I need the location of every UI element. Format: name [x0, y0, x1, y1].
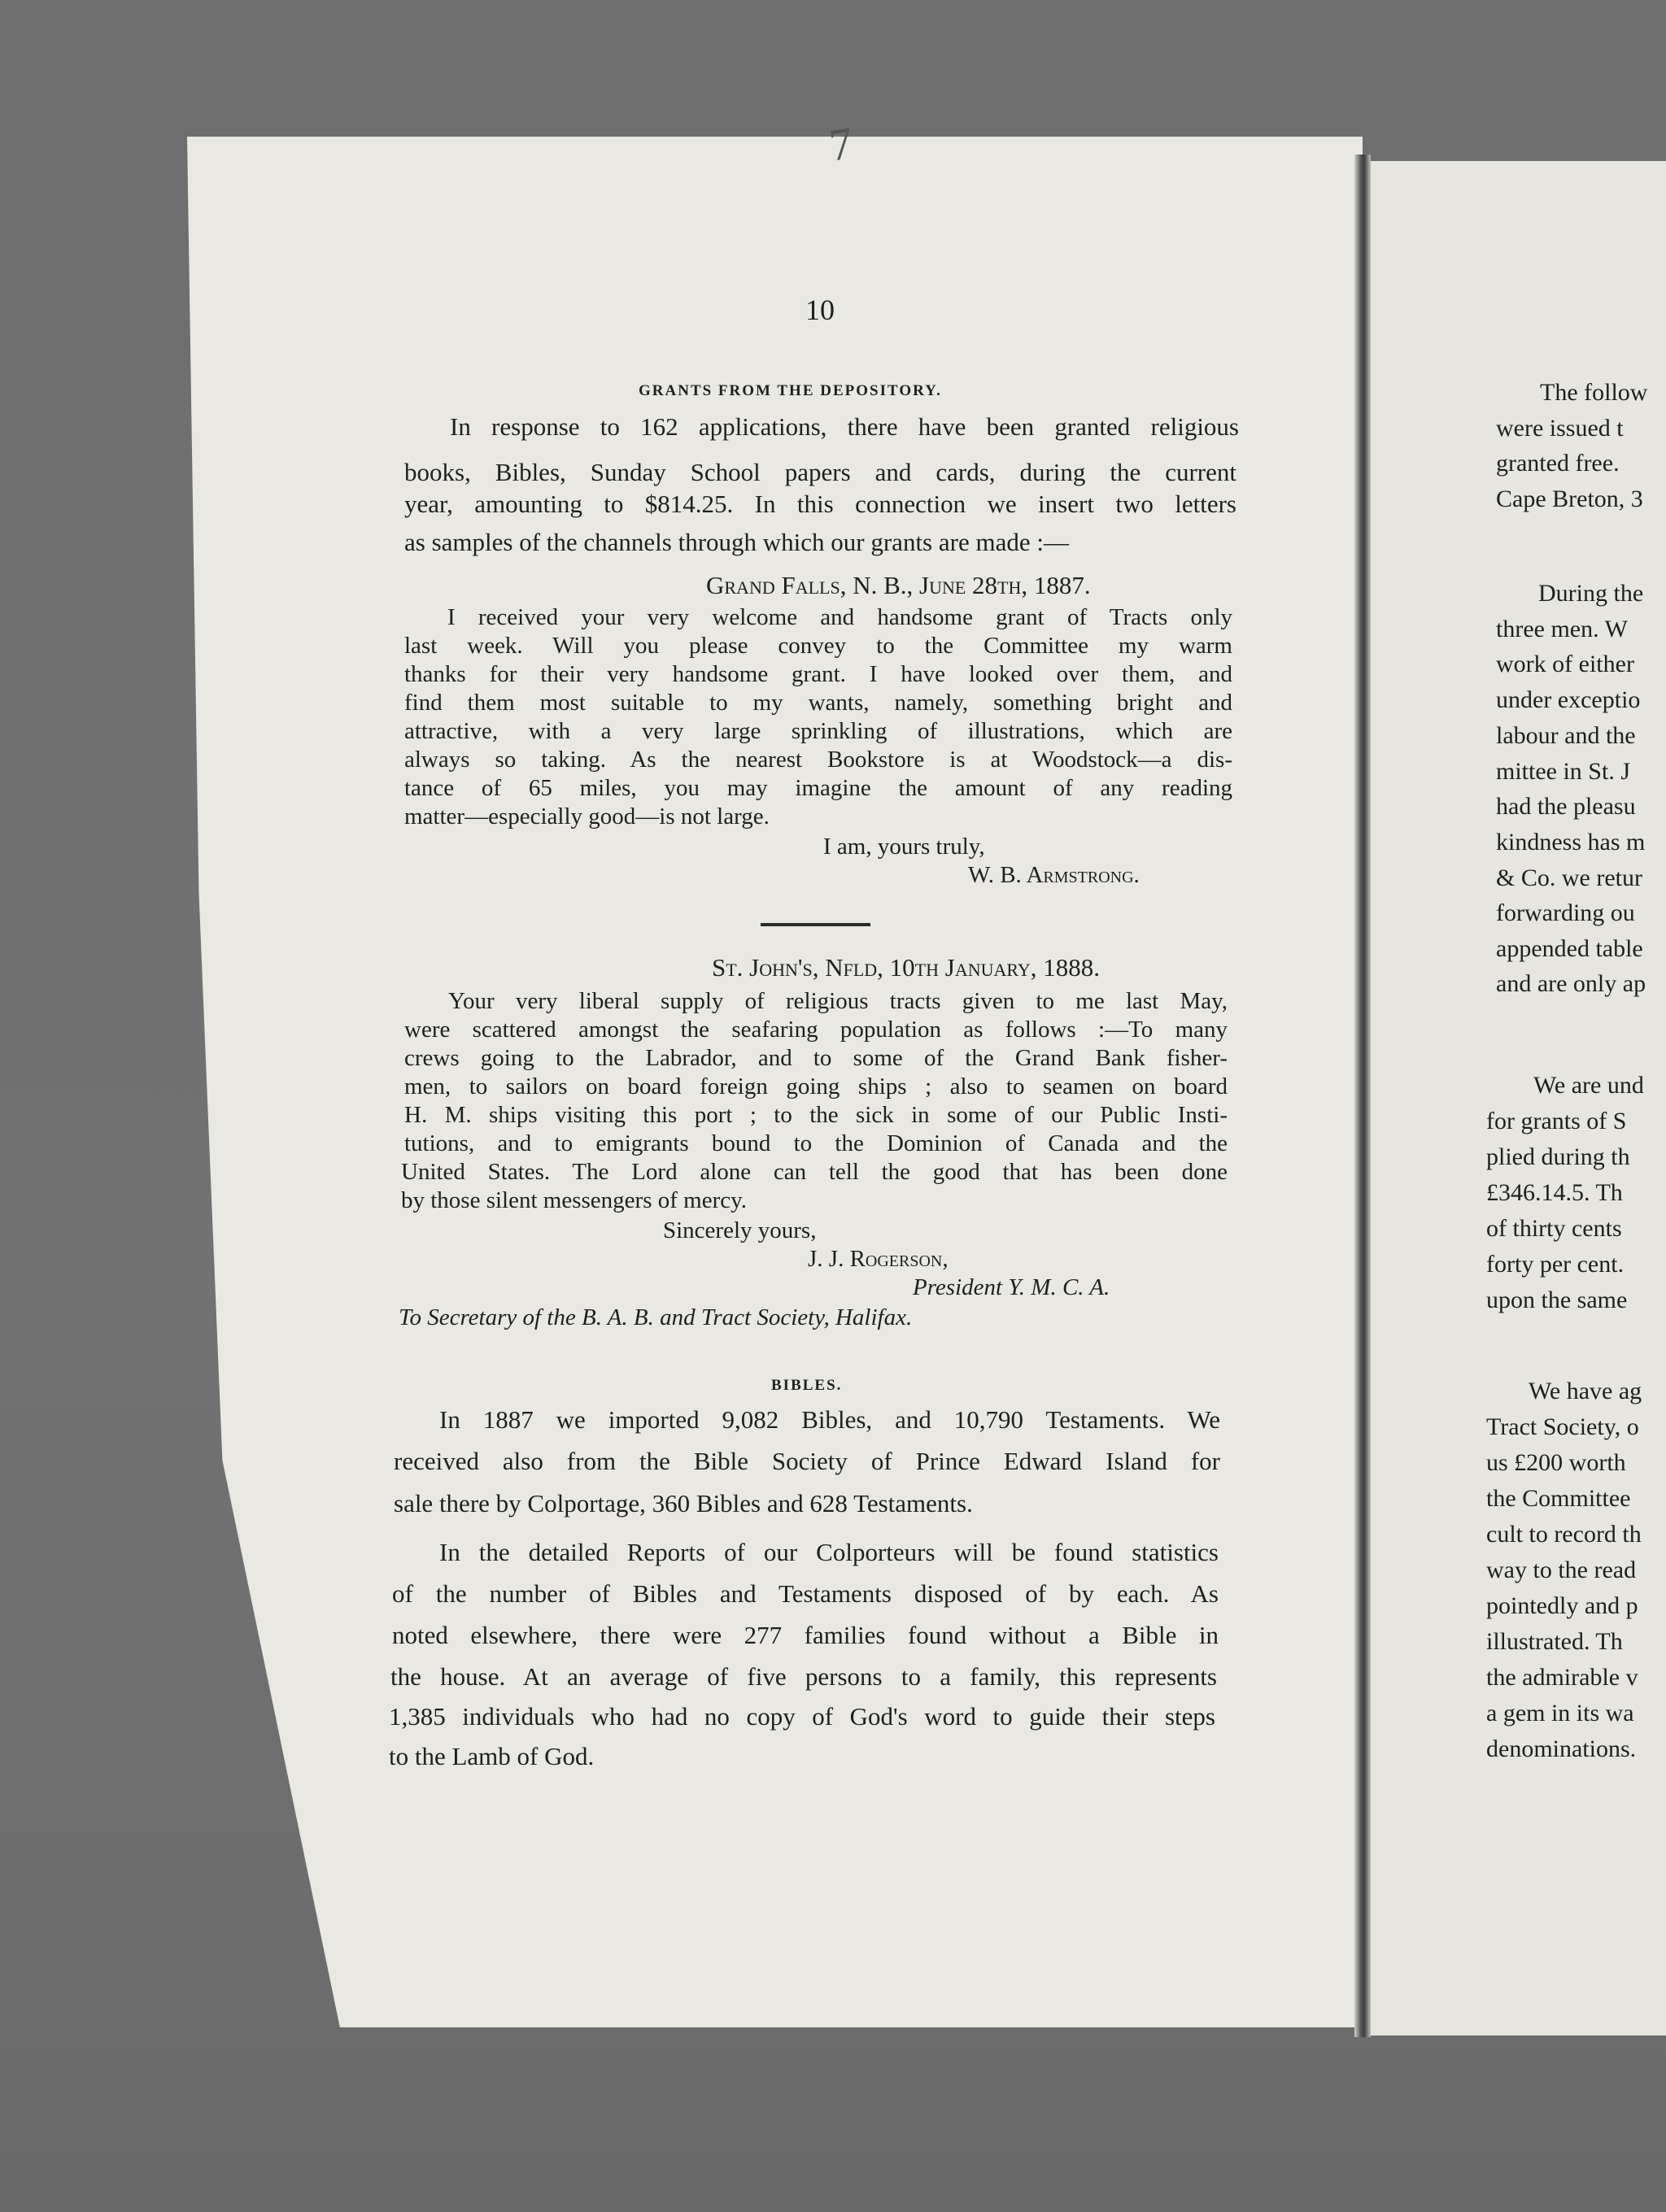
letter-line: I received your very welcome and handsome grant of Tracts only — [447, 604, 1232, 630]
right-line: cult to record th — [1486, 1521, 1642, 1548]
paragraph-line: books, Bibles, Sunday School papers and cards, during the current — [404, 458, 1236, 486]
paragraph-line: sale there by Colportage, 360 Bibles and 628 Testaments. — [394, 1489, 973, 1517]
right-line: a gem in its wa — [1486, 1700, 1634, 1726]
letter-line: tance of 65 miles, you may imagine the amount of any reading — [404, 775, 1232, 801]
right-line: illustrated. Th — [1486, 1628, 1623, 1655]
right-line: under exceptio — [1496, 686, 1641, 713]
letter-line: crews going to the Labrador, and to some of the Grand Bank fisher- — [404, 1045, 1228, 1071]
letter2-title: President Y. M. C. A. — [913, 1274, 1110, 1300]
right-line: & Co. we retur — [1496, 864, 1642, 891]
book-gutter — [1354, 155, 1371, 2037]
paragraph-line: In response to 162 applications, there have been granted religious — [450, 412, 1239, 441]
paragraph-line: 1,385 individuals who had no copy of God's word to guide their steps — [389, 1702, 1215, 1731]
letter-line: by those silent messengers of mercy. — [401, 1187, 747, 1213]
letter-line: tutions, and to emigrants bound to the Dominion of Canada and the — [404, 1130, 1228, 1156]
letter-line: attractive, with a very large sprinkling of illustrations, which are — [404, 718, 1232, 744]
right-line: way to the read — [1486, 1557, 1637, 1583]
paragraph-line: as samples of the channels through which our grants are made :— — [404, 528, 1069, 556]
letter-line: United States. The Lord alone can tell the good that has been done — [401, 1159, 1228, 1185]
right-line: and are only ap — [1496, 970, 1646, 997]
right-line: We have ag — [1529, 1378, 1642, 1404]
right-line: denominations. — [1486, 1735, 1637, 1762]
letter-line: H. M. ships visiting this port ; to the sick in some of our Public Insti- — [404, 1102, 1228, 1128]
right-line: labour and the — [1496, 722, 1636, 749]
letter1-signature: W. B. Armstrong. — [968, 862, 1140, 888]
paragraph-line: received also from the Bible Society of Prince Edward Island for — [394, 1447, 1220, 1475]
paragraph-line: In the detailed Reports of our Colporteurs will be found statistics — [439, 1538, 1219, 1566]
right-line: pointedly and p — [1486, 1592, 1638, 1619]
right-line: work of either — [1496, 651, 1634, 677]
bibles-heading: BIBLES. — [771, 1377, 843, 1394]
right-line: of thirty cents — [1486, 1215, 1622, 1242]
letter-line: matter—especially good—is not large. — [404, 803, 770, 830]
right-line: plied during th — [1486, 1143, 1630, 1170]
right-line: appended table — [1496, 935, 1643, 962]
right-line: three men. W — [1496, 616, 1628, 642]
paragraph-line: to the Lamb of God. — [389, 1742, 595, 1770]
page-number: 10 — [805, 294, 835, 326]
right-line: We are und — [1533, 1072, 1644, 1099]
section-divider — [761, 923, 870, 926]
right-line: granted free. — [1496, 450, 1620, 477]
paragraph-line: noted elsewhere, there were 277 families found without a Bible in — [392, 1621, 1219, 1649]
right-line: The follow — [1540, 379, 1648, 406]
right-line: Tract Society, o — [1486, 1413, 1639, 1440]
letter-line: Your very liberal supply of religious tracts given to me last May, — [448, 988, 1228, 1014]
letter2-addressee: To Secretary of the B. A. B. and Tract Society, Halifax. — [399, 1304, 913, 1330]
letter-line: find them most suitable to my wants, namely, something bright and — [404, 690, 1232, 716]
right-line: the admirable v — [1486, 1664, 1638, 1691]
grants-heading: GRANTS FROM THE DEPOSITORY. — [639, 382, 942, 399]
right-line: had the pleasu — [1496, 793, 1636, 820]
letter-line: men, to sailors on board foreign going ships ; also to seamen on board — [404, 1073, 1228, 1099]
letter-line: were scattered amongst the seafaring population as follows :—To many — [404, 1017, 1228, 1043]
paragraph-line: In 1887 we imported 9,082 Bibles, and 10,790 Testaments. We — [439, 1405, 1220, 1434]
right-line: the Committee — [1486, 1485, 1631, 1512]
right-line: us £200 worth — [1486, 1449, 1626, 1476]
right-line: mittee in St. J — [1496, 758, 1630, 785]
right-line: for grants of S — [1486, 1108, 1627, 1134]
letter-line: last week. Will you please convey to the Committee my warm — [404, 633, 1232, 659]
right-line: During the — [1538, 580, 1644, 607]
right-line: £346.14.5. Th — [1486, 1179, 1623, 1206]
letter-line: thanks for their very handsome grant. I have looked over them, and — [404, 661, 1232, 687]
right-line: Cape Breton, 3 — [1496, 486, 1643, 512]
letter2-dateline: St. John's, Nfld, 10th January, 1888. — [712, 953, 1100, 982]
letter2-signature: J. J. Rogerson, — [808, 1246, 949, 1272]
pencil-page-mark: 7 — [826, 118, 857, 172]
right-line: were issued t — [1496, 415, 1624, 442]
paragraph-line: the house. At an average of five persons to a family, this represents — [390, 1662, 1217, 1691]
letter2-closing: Sincerely yours, — [663, 1217, 817, 1243]
letter1-closing: I am, yours truly, — [823, 834, 985, 860]
letter-line: always so taking. As the nearest Bookstore is at Woodstock—a dis- — [404, 747, 1232, 773]
right-line: forwarding ou — [1496, 899, 1635, 926]
right-line: upon the same — [1486, 1287, 1628, 1313]
right-line: forty per cent. — [1486, 1251, 1625, 1278]
paragraph-line: of the number of Bibles and Testaments disposed of by each. As — [392, 1579, 1219, 1608]
right-line: kindness has m — [1496, 829, 1646, 856]
paragraph-line: year, amounting to $814.25. In this connection we insert two letters — [404, 490, 1236, 518]
letter1-dateline: Grand Falls, N. B., June 28th, 1887. — [706, 571, 1091, 599]
